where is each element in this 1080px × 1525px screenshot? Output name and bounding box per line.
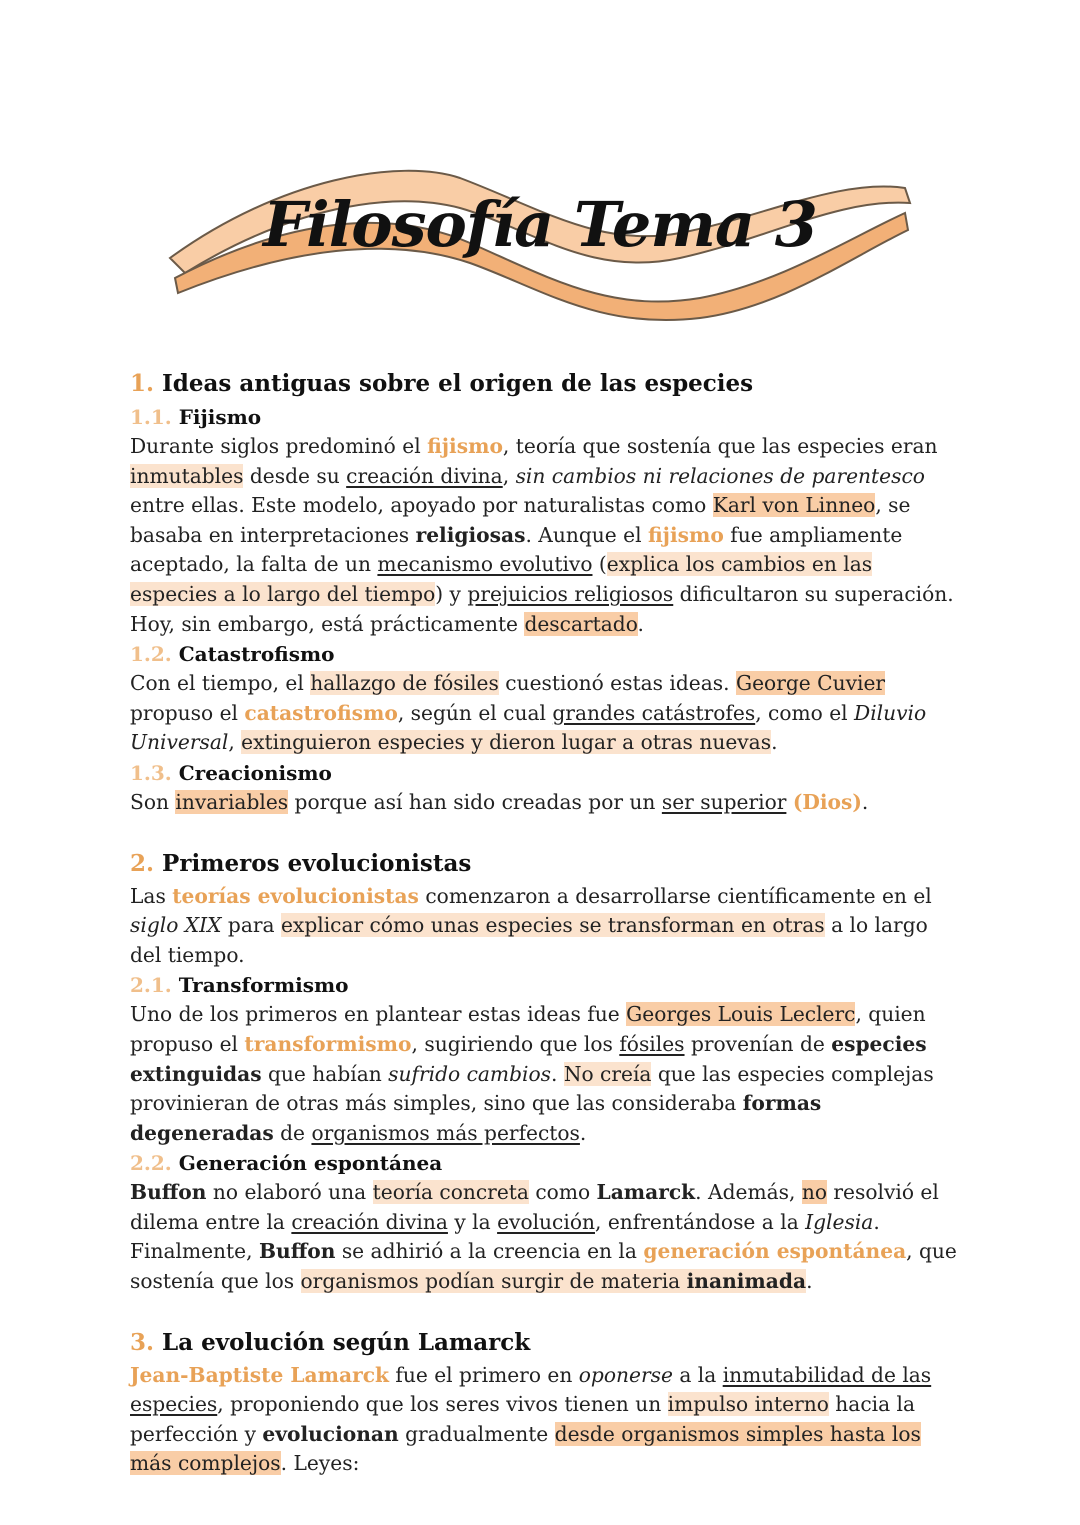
section-2-2-heading: 2.2. Generación espontánea	[130, 1151, 443, 1176]
section-2-paragraph: Las teorías evolucionistas comenzaron a desarrollarse científicamente en el siglo XIX para explicar cómo unas especies se transforman en otras a lo largo del tiempo.	[130, 883, 932, 967]
section-3-paragraph: Jean-Baptiste Lamarck fue el primero en oponerse a la inmutabilidad de las especies, proponiendo que los seres vivos tienen un impulso interno hacia la perfección y evolucionan gradualmente desde organismos simples hasta los más complejos. Leyes:	[130, 1362, 932, 1476]
section-3-heading: 3. La evolución según Lamarck	[130, 1328, 531, 1356]
section-1-1-heading: 1.1. Fijismo	[130, 405, 262, 429]
section-2-heading: 2. Primeros evolucionistas	[130, 849, 472, 877]
page-title: Filosofía Tema 3	[263, 188, 817, 261]
section-1-2-heading: 1.2. Catastrofismo	[130, 642, 335, 667]
section-2-2-paragraph: Buffon no elaboró una teoría concreta como Lamarck. Además, no resolvió el dilema entre la creación divina y la evolución, enfrentándose a la Iglesia. Finalmente, Buffon se adhirió a la creencia en la generación espontánea, que sostenía que los organismos podían surgir de materia inanimada.	[130, 1180, 957, 1294]
section-2-1-paragraph: Uno de los primeros en plantear estas ideas fue Georges Louis Leclerc, quien propuso el transformismo, sugiriendo que los fósiles provenían de especies extinguidas que habían sufrido cambios. No creía que las especies complejas provinieran de otras más simples, sino que las consideraba formas degeneradas de organismos más perfectos.	[130, 1002, 934, 1145]
section-1-2-paragraph: Con el tiempo, el hallazgo de fósiles cuestionó estas ideas. George Cuvier propuso el catastrofismo, según el cual grandes catástrofes, como el Diluvio Universal, extinguieron especies y dieron lugar a otras nuevas.	[130, 671, 927, 755]
document-body	[130, 366, 960, 1479]
section-2-1-heading: 2.1. Transformismo	[130, 973, 349, 998]
section-1-3-heading: 1.3. Creacionismo	[130, 760, 332, 785]
section-1-heading: 1. Ideas antiguas sobre el origen de las especies	[130, 370, 754, 397]
section-1-1-paragraph: Durante siglos predominó el fijismo, teoría que sostenía que las especies eran inmutables desde su creación divina, sin cambios ni relaciones de parentesco entre ellas. Este modelo, apoyado por naturalistas como Karl von Linneo, se basaba en interpretaciones religiosas. Aunque el fijismo fue ampliamente aceptado, la falta de un mecanismo evolutivo (explica los cambios en las especies a lo largo del tiempo) y prejuicios religiosos dificultaron su superación. Hoy, sin embargo, está prácticamente descartado.	[130, 434, 954, 636]
section-1-3-paragraph: Son invariables porque así han sido creadas por un ser superior (Dios).	[130, 789, 869, 814]
